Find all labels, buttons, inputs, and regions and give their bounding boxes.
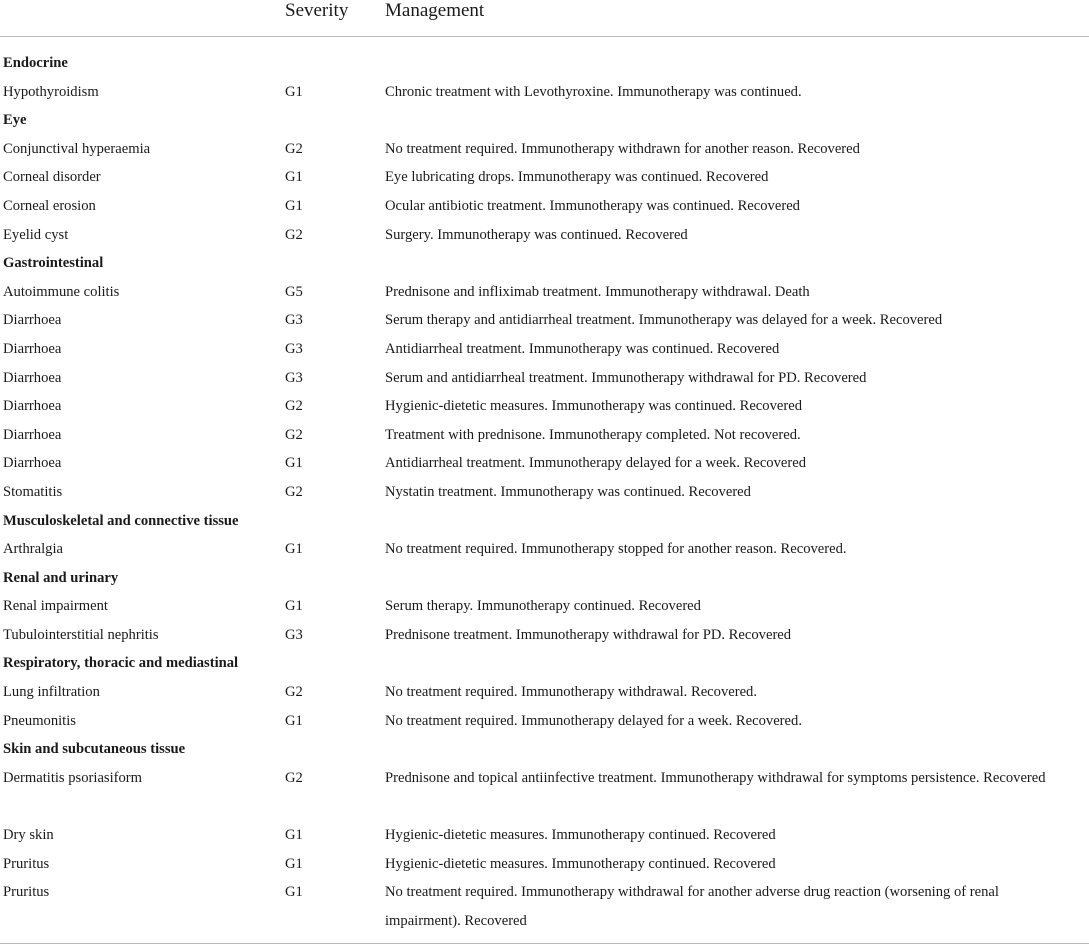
table-row [0, 306, 1089, 335]
table-row [0, 221, 1089, 250]
management-cell: No treatment required. Immunotherapy delayed for a week. Recovered. [385, 712, 802, 729]
management-cell: No treatment required. Immunotherapy withdrawn for another reason. Recovered [385, 140, 860, 157]
severity-cell: G5 [285, 283, 303, 300]
table-row [0, 335, 1089, 364]
category-row [0, 564, 1089, 593]
management-cell: Serum therapy and antidiarrheal treatment. Immunotherapy was delayed for a week. Recovered [385, 312, 943, 329]
management-cell: Surgery. Immunotherapy was continued. Recovered [385, 226, 688, 243]
table-row [0, 707, 1089, 736]
table-row [0, 278, 1089, 307]
management-cell: Antidiarrheal treatment. Immunotherapy was continued. Recovered [385, 340, 780, 357]
severity-cell: G1 [285, 884, 303, 901]
table-row [0, 821, 1089, 850]
event-term: Autoimmune colitis [3, 283, 120, 300]
management-cell: Prednisone treatment. Immunotherapy withdrawal for PD. Recovered [385, 626, 792, 643]
management-cell: Ocular antibiotic treatment. Immunotherapy was continued. Recovered [385, 197, 800, 214]
event-term: Corneal erosion [3, 197, 96, 214]
category-label: Gastrointestinal [3, 255, 104, 272]
table-row [0, 78, 1089, 107]
table-body [0, 37, 1089, 935]
category-label: Respiratory, thoracic and mediastinal [3, 655, 239, 672]
event-term: Diarrhoea [3, 426, 62, 443]
management-cell: Antidiarrheal treatment. Immunotherapy delayed for a week. Recovered [385, 455, 807, 472]
category-row [0, 106, 1089, 135]
category-row [0, 507, 1089, 536]
management-cell: Chronic treatment with Levothyroxine. Immunotherapy was continued. [385, 83, 802, 100]
severity-cell: G3 [285, 626, 303, 643]
event-term: Diarrhoea [3, 369, 62, 386]
category-row [0, 735, 1089, 764]
category-row [0, 249, 1089, 278]
severity-cell: G1 [285, 197, 303, 214]
severity-cell: G1 [285, 455, 303, 472]
table-row [0, 421, 1089, 450]
management-cell: Eye lubricating drops. Immunotherapy was continued. Recovered [385, 169, 769, 186]
management-cell: Serum and antidiarrheal treatment. Immunotherapy withdrawal for PD. Recovered [385, 369, 867, 386]
event-term: Hypothyroidism [3, 83, 99, 100]
event-term: Pneumonitis [3, 712, 76, 729]
table-row [0, 878, 1089, 935]
category-label: Musculoskeletal and connective tissue [3, 512, 239, 529]
table-row [0, 364, 1089, 393]
event-term: Diarrhoea [3, 312, 62, 329]
severity-cell: G3 [285, 340, 303, 357]
event-term: Pruritus [3, 855, 50, 872]
event-term: Stomatitis [3, 483, 63, 500]
event-term: Lung infiltration [3, 684, 100, 701]
event-term: Corneal disorder [3, 169, 101, 186]
severity-cell: G3 [285, 369, 303, 386]
event-term: Diarrhoea [3, 398, 62, 415]
table-row [0, 535, 1089, 564]
table-row [0, 678, 1089, 707]
management-cell: No treatment required. Immunotherapy withdrawal. Recovered. [385, 684, 758, 701]
management-cell: Hygienic-dietetic measures. Immunotherapy continued. Recovered [385, 855, 776, 872]
event-term: Tubulointerstitial nephritis [3, 626, 159, 643]
severity-cell: G3 [285, 312, 303, 329]
table-row [0, 764, 1089, 821]
management-cell: Serum therapy. Immunotherapy continued. Recovered [385, 598, 701, 615]
table-row [0, 192, 1089, 221]
severity-cell: G2 [285, 226, 303, 243]
table-row [0, 392, 1089, 421]
management-cell: Prednisone and infliximab treatment. Immunotherapy withdrawal. Death [385, 283, 810, 300]
category-row [0, 649, 1089, 678]
table-row [0, 478, 1089, 507]
header-severity: Severity [285, 0, 349, 21]
event-term: Pruritus [3, 884, 50, 901]
event-term: Diarrhoea [3, 340, 62, 357]
table-row [0, 449, 1089, 478]
severity-cell: G2 [285, 140, 303, 157]
event-term: Conjunctival hyperaemia [3, 140, 151, 157]
severity-cell: G2 [285, 684, 303, 701]
severity-cell: G2 [285, 769, 303, 786]
table-row [0, 850, 1089, 879]
table-header [0, 0, 1089, 37]
management-cell: No treatment required. Immunotherapy withdrawal for another adverse drug reaction (worsening of renal impairment). Recovered [385, 884, 999, 929]
table-row [0, 621, 1089, 650]
event-term: Arthralgia [3, 541, 63, 558]
event-term: Dry skin [3, 827, 54, 844]
category-label: Renal and urinary [3, 569, 119, 586]
category-label: Eye [3, 112, 27, 129]
severity-cell: G2 [285, 398, 303, 415]
severity-cell: G2 [285, 483, 303, 500]
event-term: Renal impairment [3, 598, 108, 615]
management-cell: No treatment required. Immunotherapy stopped for another reason. Recovered. [385, 541, 847, 558]
management-cell: Nystatin treatment. Immunotherapy was continued. Recovered [385, 483, 751, 500]
management-cell: Hygienic-dietetic measures. Immunotherapy was continued. Recovered [385, 398, 802, 415]
severity-cell: G1 [285, 598, 303, 615]
severity-cell: G1 [285, 169, 303, 186]
category-label: Endocrine [3, 55, 68, 71]
severity-cell: G1 [285, 712, 303, 729]
header-management: Management [385, 0, 485, 21]
event-term: Eyelid cyst [3, 226, 69, 243]
severity-cell: G1 [285, 541, 303, 558]
severity-cell: G1 [285, 83, 303, 100]
bottom-rule [0, 943, 1089, 944]
table-row [0, 135, 1089, 164]
severity-cell: G1 [285, 855, 303, 872]
category-row [0, 49, 1089, 78]
table-row [0, 163, 1089, 192]
management-cell: Hygienic-dietetic measures. Immunotherapy continued. Recovered [385, 827, 776, 844]
event-term: Diarrhoea [3, 455, 62, 472]
event-term: Dermatitis psoriasiform [3, 769, 143, 786]
category-label: Skin and subcutaneous tissue [3, 741, 186, 758]
table-row [0, 592, 1089, 621]
management-cell: Treatment with prednisone. Immunotherapy completed. Not recovered. [385, 426, 801, 443]
severity-cell: G2 [285, 426, 303, 443]
severity-cell: G1 [285, 827, 303, 844]
management-cell: Prednisone and topical antiinfective treatment. Immunotherapy withdrawal for symptoms persistence. Recovered [385, 769, 1046, 786]
